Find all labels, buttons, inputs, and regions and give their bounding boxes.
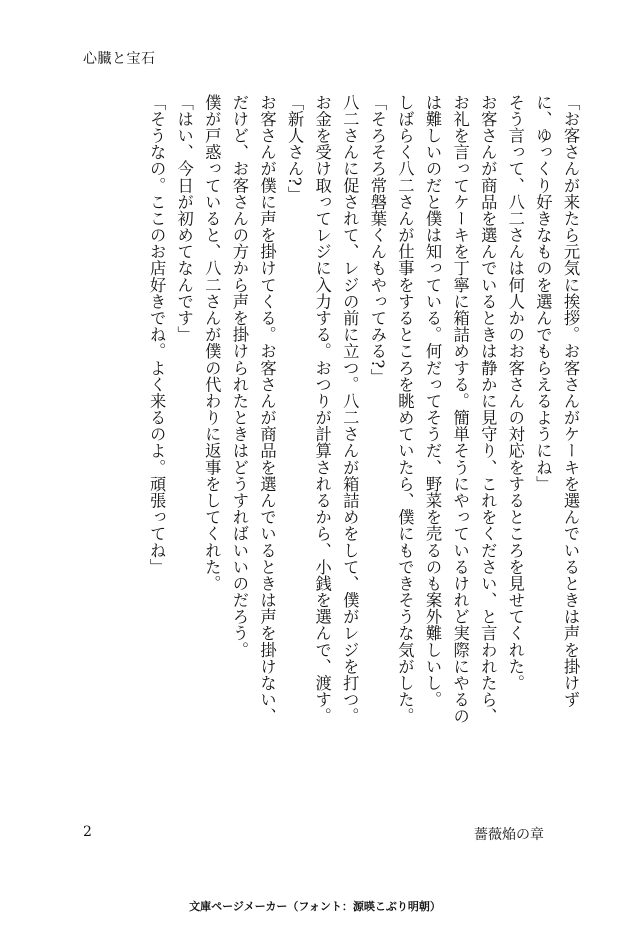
page-number: 2 xyxy=(83,824,92,840)
running-header-title: 心臓と宝石 xyxy=(83,51,156,67)
paragraph: そう言って、八二さんは何人かのお客さんの対応をするところを見せてくれた。 xyxy=(505,94,525,692)
paragraph: 「そろそろ常磐葉くんもやってみる?」 xyxy=(367,94,387,386)
vertical-body-text xyxy=(143,94,585,734)
paragraph: お客さんが商品を選んでいるときは静かに見守り、これをください、と言われたら、お礼を言ってケーキを丁寧に箱詰めする。簡単そうにやっているけれど実際にやるのは難しいのだと僕は知っている。何だってそうだ、野菜を売るのも案外難しいし。 xyxy=(423,94,498,725)
footer-credit: 文庫ページメーカー（フォント：源暎こぶり明朝） xyxy=(189,900,441,913)
paragraph: しばらく八二さんが仕事をするところを眺めていたら、僕にもできそうな気がした。 xyxy=(395,94,415,725)
paragraph: 「新人さん?」 xyxy=(285,94,305,203)
paragraph: お客さんが僕に声を掛けてくる。お客さんが商品を選んでいるときは声を掛けない、だけど、お客さんの方から声を掛けられたときはどうすればいいのだろう。 xyxy=(229,94,277,725)
paragraph: 「そうなの。ここのお店好きでね。よく来るのよ。頑張ってね」 xyxy=(147,94,167,576)
chapter-title: 薔薇焔の章 xyxy=(474,827,544,843)
paragraph: 八二さんに促されて、レジの前に立つ。八二さんが箱詰めをして、僕がレジを打つ。お金を受け取ってレジに入力する。おつりが計算されるから、小銭を選んで、渡す。 xyxy=(312,94,360,725)
paragraph: 僕が戸惑っていると、八二さんが僕の代わりに返事をしてくれた。 xyxy=(202,94,222,592)
paragraph: 「お客さんが来たら元気に挨拶。お客さんがケーキを選んでいるときは声を掛けずに、ゆっくり好きなものを選んでもらえるようにね」 xyxy=(533,94,580,708)
paragraph: 「はい、今日が初めてなんです」 xyxy=(174,94,194,343)
